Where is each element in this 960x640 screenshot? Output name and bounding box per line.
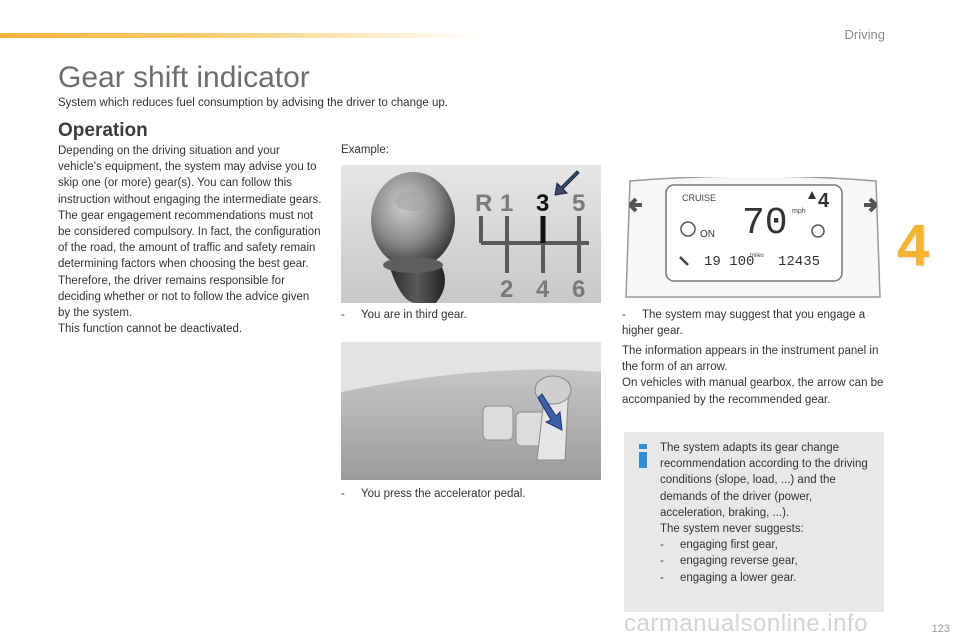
caption-dash: -: [341, 309, 345, 321]
section-label: Driving: [844, 27, 885, 42]
watermark: carmanualsonline.info: [624, 610, 868, 637]
list-dash: -: [660, 555, 664, 568]
gear-label-4: 4: [536, 276, 550, 301]
cluster-speed: 70: [742, 202, 788, 245]
cluster-odometer: 12435: [778, 254, 821, 270]
page-title: Gear shift indicator: [58, 61, 310, 94]
list-dash: -: [660, 571, 664, 584]
gear-pattern: [471, 181, 601, 301]
chapter-number: 4: [897, 213, 930, 278]
instrument-info-text: [622, 343, 888, 408]
info-box-intro: The system adapts its gear change recommendation according to the driving conditions (slope, load, ...) and the demands of the driver (power, acceleration, braking, ...).: [660, 442, 868, 519]
gear-label-2: 2: [500, 276, 514, 301]
cluster-cruise-label: CRUISE: [682, 193, 717, 203]
list-item-text: engaging a lower gear.: [680, 571, 797, 584]
press-arrow-icon: [536, 392, 566, 432]
cluster-speed-unit: mph: [792, 208, 806, 215]
caption-dash: -: [622, 309, 626, 321]
page-subtitle: System which reduces fuel consumption by advising the driver to change up.: [58, 97, 448, 109]
pedal-illustration: [341, 342, 601, 480]
gear-label-6: 6: [572, 276, 586, 301]
page-number: 123: [931, 623, 950, 635]
cluster-on-label: ON: [700, 229, 715, 240]
pointer-arrow-icon: [551, 169, 581, 199]
info-box-list: [660, 537, 880, 586]
cluster-trip: 19 100: [704, 254, 755, 270]
caption-text: You press the accelerator pedal.: [361, 488, 526, 500]
operation-paragraph: Depending on the driving situation and your vehicle's equipment, the system may advise you to skip one (or more) gear(s). You can follow this instruction without engaging the intermediate gears.: [58, 145, 322, 206]
instrument-cluster-illustration: [622, 177, 884, 301]
list-item: [660, 553, 880, 569]
header-accent-bar: [0, 33, 480, 38]
gear-label-5: 5: [572, 190, 586, 217]
list-item: [660, 537, 880, 553]
caption-accelerator: [341, 486, 526, 502]
info-icon: [636, 444, 650, 468]
gear-label-1: 1: [500, 190, 514, 217]
gear-label-reverse: R: [475, 190, 493, 217]
info-box-never-label: The system never suggests:: [660, 523, 804, 536]
cluster-gear-suggest: 4: [818, 190, 830, 212]
operation-paragraph: The gear engagement recommendations must not be considered compulsory. In fact, the configuration of the road, the amount of traffic and safety remain determining factors when choosing the best gear. Therefore, the driver remains responsible for deciding whether or not to follow the advice given by the system.: [58, 209, 321, 320]
info-box: [624, 432, 884, 612]
operation-text: [58, 143, 323, 337]
example-label: Example:: [341, 144, 389, 156]
caption-text: You are in third gear.: [361, 309, 467, 321]
caption-dash: -: [341, 488, 345, 500]
gear-lever-illustration: [341, 165, 601, 303]
instrument-info-paragraph: On vehicles with manual gearbox, the arrow can be accompanied by the recommended gear.: [622, 377, 884, 406]
list-item-text: engaging reverse gear,: [680, 555, 798, 568]
caption-text: The system may suggest that you engage a higher gear.: [622, 309, 866, 338]
list-dash: -: [660, 539, 664, 552]
instrument-info-paragraph: The information appears in the instrument panel in the form of an arrow.: [622, 345, 879, 374]
list-item: [660, 570, 880, 586]
operation-paragraph: This function cannot be deactivated.: [58, 323, 243, 336]
info-box-text: [660, 440, 880, 586]
caption-third-gear: [341, 307, 467, 323]
caption-suggest: [622, 307, 884, 339]
gear-label-3: 3: [536, 190, 550, 217]
operation-heading: Operation: [58, 120, 148, 141]
list-item-text: engaging first gear,: [680, 539, 778, 552]
cluster-trip-unit: miles: [750, 253, 765, 259]
